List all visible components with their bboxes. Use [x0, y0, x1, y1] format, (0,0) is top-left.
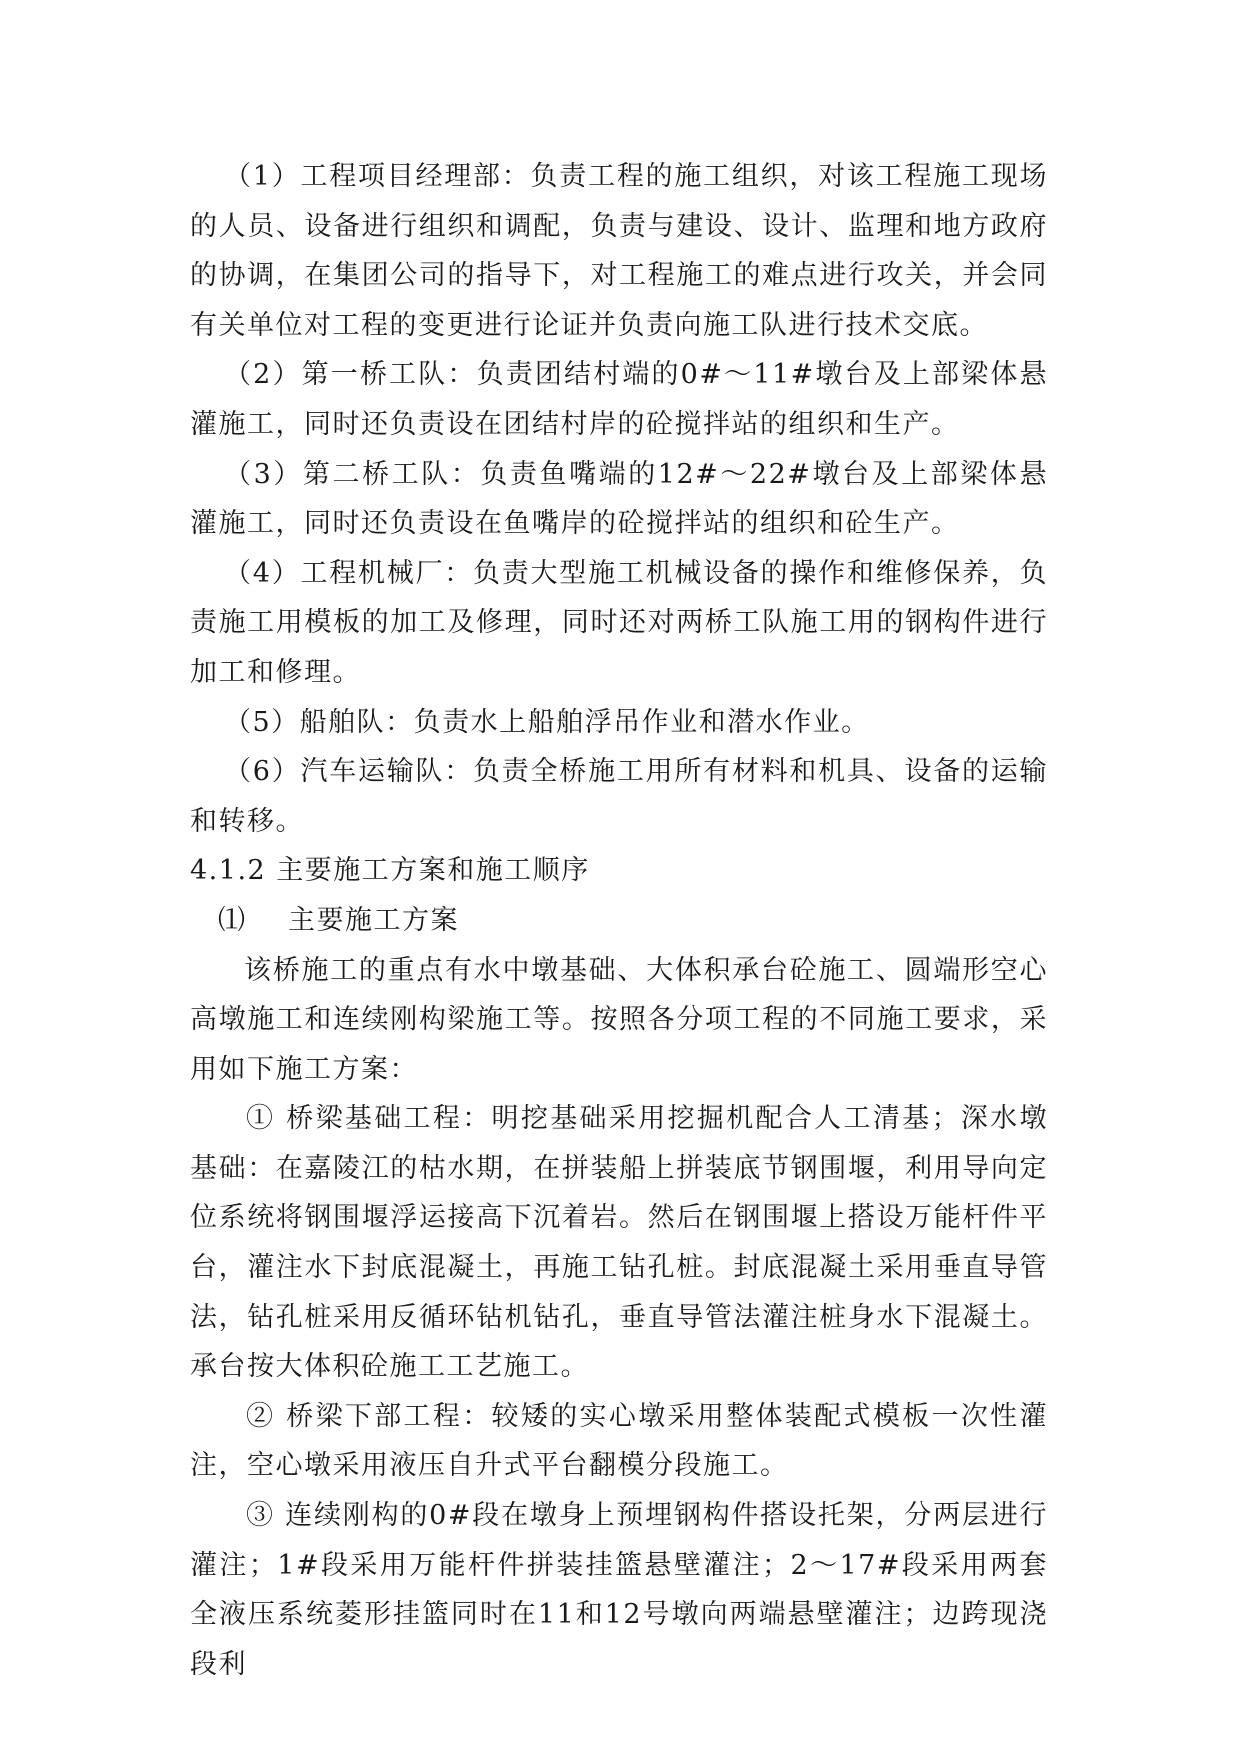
paragraph-project-management: （1）工程项目经理部：负责工程的施工组织，对该工程施工现场的人员、设备进行组织和调配，负责与建设、设计、监理和地方政府的协调，在集团公司的指导下，对工程施工的难点进行攻关，并会同有关单位对工程的变更进行论证并负责向施工队进行技术交底。: [190, 161, 1048, 341]
sub-heading: [190, 896, 1048, 946]
paragraph-second-bridge-team: （3）第二桥工队：负责鱼嘴端的12#～22#墩台及上部梁体悬灌施工，同时还负责设在鱼嘴岸的砼搅拌站的组织和砼生产。: [190, 458, 1048, 540]
paragraph-ship-team: （5）船舶队：负责水上船舶浮吊作业和潜水作业。: [224, 706, 870, 738]
paragraph-rigid-frame-works: ③ 连续刚构的0#段在墩身上预埋钢构件搭设托架，分两层进行灌注；1#段采用万能杆件拼装挂篮悬壁灌注；2～17#段采用两套全液压系统菱形挂篮同时在11和12号墩向两端悬壁灌注；边跨现浇段利: [190, 1500, 1048, 1680]
paragraph-transport-team: （6）汽车运输队：负责全桥施工用所有材料和机具、设备的运输和转移。: [190, 756, 1048, 837]
paragraph-construction-overview: 该桥施工的重点有水中墩基础、大体积承台砼施工、圆端形空心高墩施工和连续刚构梁施工等。按照各分项工程的不同施工要求，采用如下施工方案：: [190, 954, 1048, 1085]
section-heading: 4.1.2 主要施工方案和施工顺序: [190, 855, 590, 887]
paragraph-foundation-works: ① 桥梁基础工程：明挖基础采用挖掘机配合人工清基；深水墩基础：在嘉陵江的枯水期，在拼装船上拼装底节钢围堰，利用导向定位系统将钢围堰浮运接高下沉着岩。然后在钢围堰上搭设万能杆件平台，灌注水下封底混凝土，再施工钻孔桩。封底混凝土采用垂直导管法，钻孔桩采用反循环钻机钻孔，垂直导管法灌注桩身水下混凝土。承台按大体积砼施工工艺施工。: [190, 1103, 1048, 1383]
paragraph-first-bridge-team: （2）第一桥工队：负责团结村端的0#～11#墩台及上部梁体悬灌施工，同时还负责设在团结村岸的砼搅拌站的组织和生产。: [190, 359, 1048, 440]
document-body: [190, 152, 1048, 1689]
paragraph-machinery-plant: （4）工程机械厂：负责大型施工机械设备的操作和维修保养，负责施工用模板的加工及修理，同时还对两桥工队施工用的钢构件进行加工和修理。: [190, 557, 1048, 688]
sub-heading-title: 主要施工方案: [288, 904, 459, 936]
paragraph-substructure-works: ② 桥梁下部工程：较矮的实心墩采用整体装配式模板一次性灌注，空心墩采用液压自升式平台翻模分段施工。: [190, 1400, 1048, 1482]
sub-heading-number: ⑴: [218, 904, 247, 936]
